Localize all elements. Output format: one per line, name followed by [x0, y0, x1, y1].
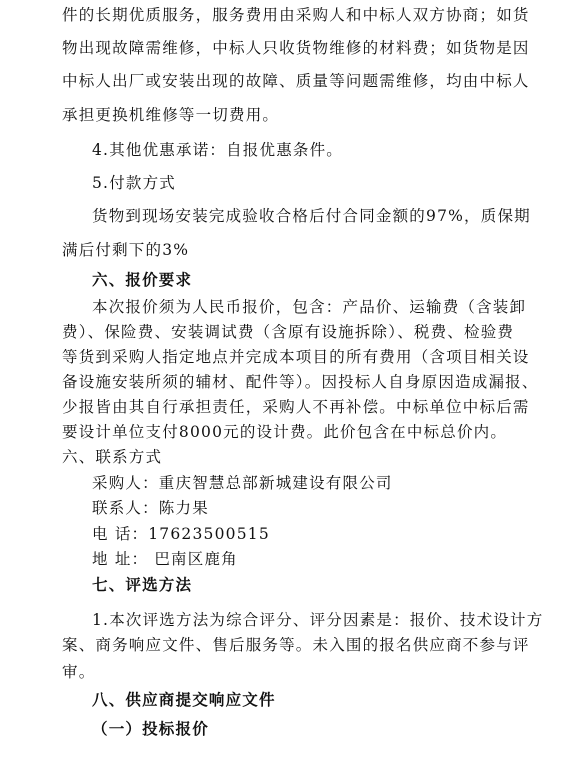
text-line: 要设计单位支付8000元的设计费。此价包含在中标总价内。 [62, 423, 508, 441]
text-line: 审。 [62, 663, 96, 681]
text-line: 等货到采购人指定地点并完成本项目的所有费用（含项目相关设 [62, 348, 530, 366]
section-heading: 八、供应商提交响应文件 [92, 691, 276, 709]
text-line: 备设施安装所须的辅材、配件等）。因投标人自身原因造成漏报、 [62, 373, 539, 391]
section-heading: 七、评选方法 [92, 576, 193, 594]
section-heading: 六、报价要求 [92, 271, 193, 289]
list-item-5: 5.付款方式 [92, 174, 176, 192]
text-line: 费）、保险费、安装调试费（含原有设施拆除）、税费、检验费 [62, 323, 515, 341]
section-heading: 六、联系方式 [62, 448, 163, 466]
text-line: 物出现故障需维修，中标人只收货物维修的材料费；如货物是因 [62, 39, 530, 57]
text-line: 件的长期优质服务，服务费用由采购人和中标人双方协商；如货 [62, 6, 530, 24]
contact-buyer: 采购人：重庆智慧总部新城建设有限公司 [92, 474, 393, 492]
contact-address: 地 址： 巴南区鹿角 [92, 550, 238, 568]
list-item-4: 4.其他优惠承诺：自报优惠条件。 [92, 141, 343, 159]
text-line: 案、商务响应文件、售后服务等。未入围的报名供应商不参与评 [62, 636, 530, 654]
contact-phone: 电 话：17623500515 [92, 525, 270, 543]
text-line: 中标人出厂或安装出现的故障、质量等问题需维修，均由中标人 [62, 72, 530, 90]
text-line: 承担更换机维修等一切费用。 [62, 106, 280, 124]
subsection-heading: （一）投标报价 [92, 720, 209, 738]
text-line: 满后付剩下的3% [62, 241, 190, 259]
contact-person: 联系人：陈力果 [92, 499, 209, 517]
text-line: 货物到现场安装完成验收合格后付合同金额的97%，质保期 [92, 207, 531, 225]
text-line: 本次报价须为人民币报价，包含：产品价、运输费（含装卸 [92, 298, 527, 316]
text-line: 1.本次评选方法为综合评分、评分因素是：报价、技术设计方 [92, 611, 544, 629]
text-line: 少报皆由其自行承担责任，采购人不再补偿。中标单位中标后需 [62, 398, 530, 416]
